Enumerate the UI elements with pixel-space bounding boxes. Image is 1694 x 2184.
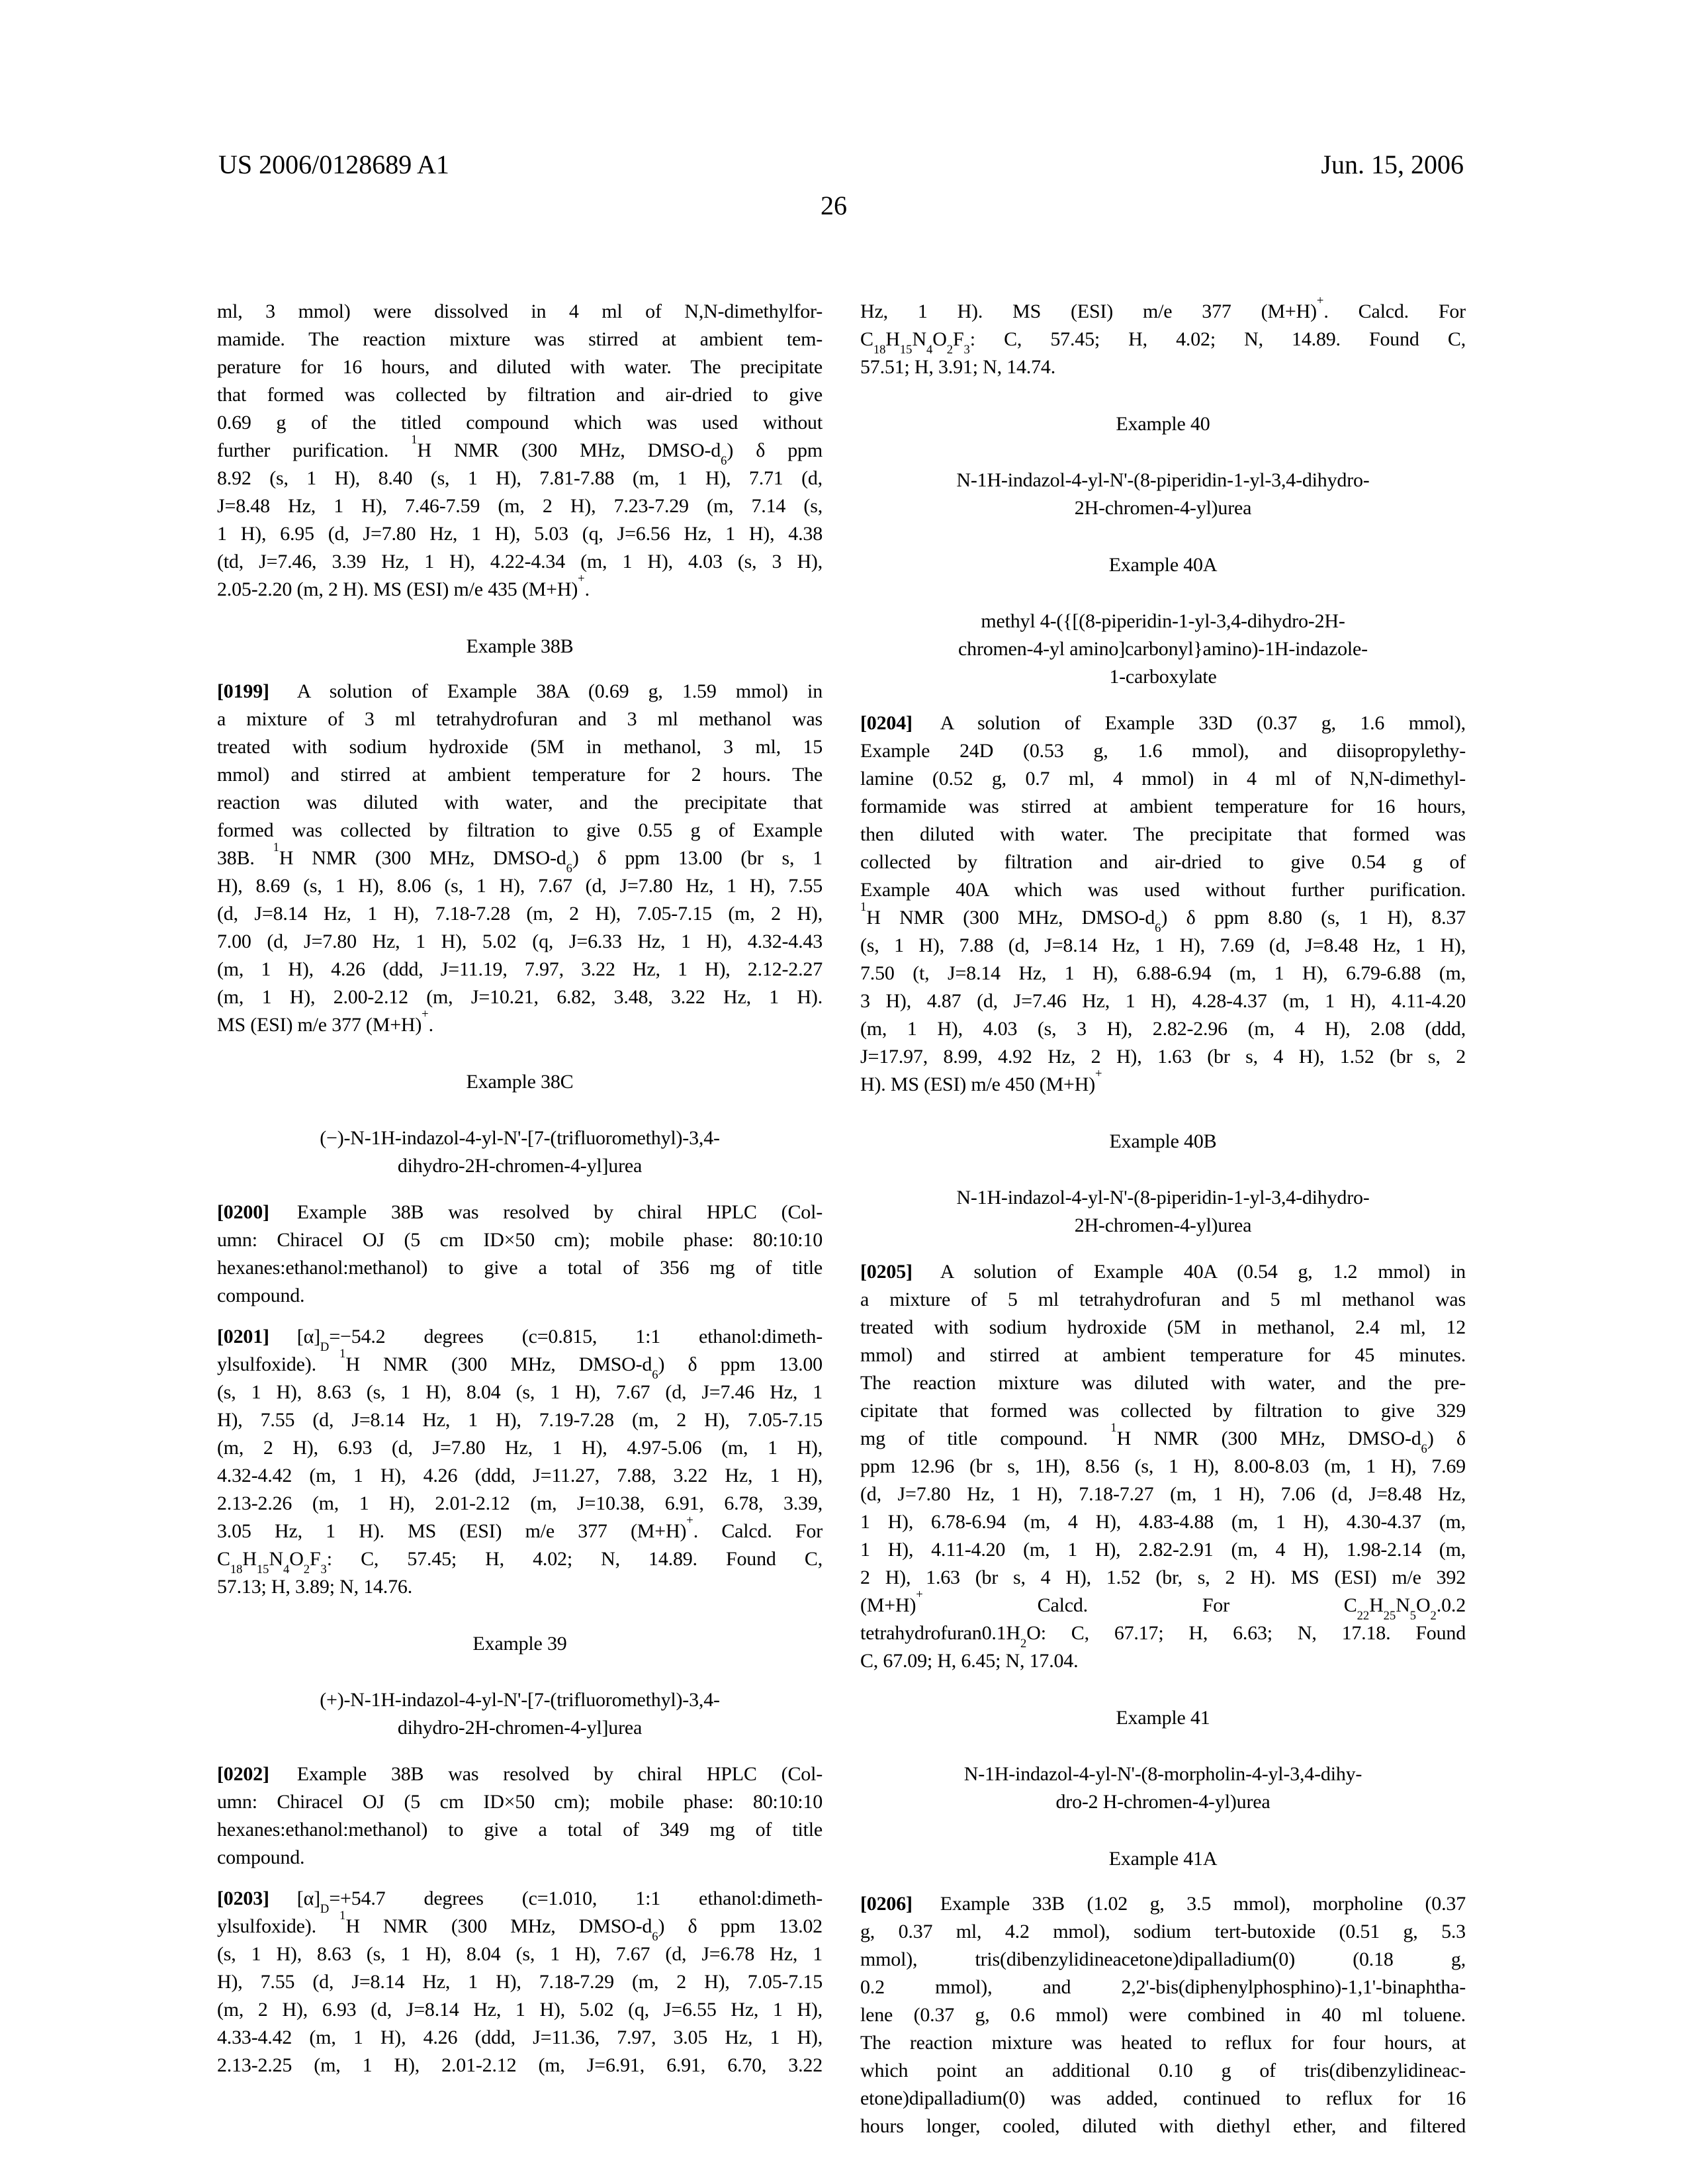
- compound-name-line: chromen-4-yl amino]carbonyl}amino)-1H-indazole-: [958, 638, 1368, 660]
- text-line: which point an additional 0.10 g of tris(dibenzylidineac-: [860, 2060, 1466, 2081]
- text-line: 3 H), 4.87 (d, J=7.46 Hz, 1 H), 4.28-4.37 (m, 1 H), 4.11-4.20: [860, 990, 1466, 1012]
- text-line: (s, 1 H), 8.63 (s, 1 H), 8.04 (s, 1 H), 7.67 (d, J=6.78 Hz, 1: [217, 1943, 823, 1965]
- text-line: Example 40A which was used without further purification.: [860, 879, 1466, 901]
- compound-name: [217, 1686, 823, 1742]
- text-line: a mixture of 3 ml tetrahydrofuran and 3 ml methanol was: [217, 708, 823, 730]
- text-line: ylsulfoxide). $^1$H NMR (300 MHz, DMSO-$d_6$) δ ppm 13.02: [217, 1909, 823, 1944]
- text-line: H), 8.69 (s, 1 H), 8.06 (s, 1 H), 7.67 (d, J=7.80 Hz, 1 H), 7.55: [217, 875, 823, 897]
- text-line: hexanes:ethanol:methanol) to give a total of 356 mg of title: [217, 1257, 823, 1279]
- text-line: reaction was diluted with water, and the precipitate that: [217, 792, 823, 813]
- text-line: 3.05 Hz, 1 H). MS (ESI) m/e 377 (M+H)+. Calcd. For: [217, 1514, 823, 1542]
- text-line: (s, 1 H), 7.88 (d, J=8.14 Hz, 1 H), 7.69 (d, J=8.48 Hz, 1 H),: [860, 934, 1466, 956]
- text-line: mmol) and stirred at ambient temperature for 2 hours. The: [217, 764, 823, 786]
- text-line: [0201] $[\alpha]_D=-54.2$ degrees (c=0.815, 1:1 ethanol:dimeth-: [217, 1326, 823, 1355]
- text-line: 2.05-2.20 (m, 2 H). MS (ESI) m/e 435 (M+H)+.: [217, 572, 590, 600]
- compound-name: [860, 1760, 1466, 1816]
- compound-name-line: N-1H-indazol-4-yl-N'-(8-piperidin-1-yl-3,4-dihydro-: [956, 1187, 1370, 1208]
- text-line: treated with sodium hydroxide (5M in methanol, 3 ml, 15: [217, 736, 823, 758]
- patent-number: US 2006/0128689 A1: [218, 150, 449, 179]
- paragraph: [217, 298, 823, 604]
- text-line: [0200] Example 38B was resolved by chiral HPLC (Col-: [217, 1201, 823, 1223]
- text-line: formamide was stirred at ambient temperature for 16 hours,: [860, 796, 1466, 817]
- paragraph: [860, 1890, 1466, 2140]
- text-line: a mixture of 5 ml tetrahydrofuran and 5 ml methanol was: [860, 1289, 1466, 1310]
- example-heading: Example 40B: [1109, 1130, 1217, 1152]
- text-line: umn: Chiracel OJ (5 cm ID×50 cm); mobile phase: 80:10:10: [217, 1229, 823, 1251]
- text-line: [0202] Example 38B was resolved by chiral HPLC (Col-: [217, 1763, 823, 1785]
- text-line: (m, 2 H), 6.93 (d, J=8.14 Hz, 1 H), 5.02 (q, J=6.55 Hz, 1 H),: [217, 1999, 823, 2021]
- text-line: 7.50 (t, J=8.14 Hz, 1 H), 6.88-6.94 (m, 1 H), 6.79-6.88 (m,: [860, 962, 1466, 984]
- text-line: 1 H), 4.11-4.20 (m, 1 H), 2.82-2.91 (m, 4 H), 1.98-2.14 (m,: [860, 1539, 1466, 1561]
- text-line: J=8.48 Hz, 1 H), 7.46-7.59 (m, 2 H), 7.23-7.29 (m, 7.14 (s,: [217, 495, 823, 517]
- text-line: 4.32-4.42 (m, 1 H), 4.26 (ddd, J=11.27, 7.88, 3.22 Hz, 1 H),: [217, 1465, 823, 1486]
- text-line: (m, 1 H), 4.26 (ddd, J=11.19, 7.97, 3.22 Hz, 1 H), 2.12-2.27: [217, 958, 823, 980]
- text-line: further purification. $^1$H NMR (300 MHz, DMSO-$d_6$) δ ppm: [217, 433, 823, 469]
- text-line: (m, 1 H), 2.00-2.12 (m, J=10.21, 6.82, 3.48, 3.22 Hz, 1 H).: [217, 986, 823, 1008]
- paragraph: [217, 1199, 823, 1310]
- text-line: 1 H), 6.78-6.94 (m, 4 H), 4.83-4.88 (m, 1 H), 4.30-4.37 (m,: [860, 1511, 1466, 1533]
- text-line: (d, J=7.80 Hz, 1 H), 7.18-7.27 (m, 1 H), 7.06 (d, J=8.48 Hz,: [860, 1483, 1466, 1505]
- example-heading: Example 40: [1116, 413, 1210, 435]
- compound-name-line: dihydro-2H-chromen-4-yl]urea: [397, 1717, 643, 1739]
- text-line: treated with sodium hydroxide (5M in methanol, 2.4 ml, 12: [860, 1316, 1466, 1338]
- text-line: cipitate that formed was collected by filtration to give 329: [860, 1400, 1466, 1422]
- text-line: H), 7.55 (d, J=8.14 Hz, 1 H), 7.18-7.29 (m, 2 H), 7.05-7.15: [217, 1971, 823, 1993]
- text-line: collected by filtration and air-dried to give 0.54 g of: [860, 851, 1466, 873]
- example-heading: Example 41: [1116, 1707, 1210, 1729]
- text-line: ml, 3 mmol) were dissolved in 4 ml of N,N-dimethylfor-: [217, 300, 823, 322]
- page-number: 26: [821, 191, 847, 220]
- compound-name: [860, 1184, 1466, 1240]
- text-line: [0204] A solution of Example 33D (0.37 g, 1.6 mmol),: [860, 712, 1466, 734]
- text-line: mmol) and stirred at ambient temperature for 45 minutes.: [860, 1344, 1466, 1366]
- paragraph: [217, 1323, 823, 1601]
- example-heading: Example 38C: [466, 1071, 574, 1093]
- left-column: [217, 298, 823, 2093]
- text-line: Hz, 1 H). MS (ESI) m/e 377 (M+H)+. Calcd. For: [860, 294, 1466, 322]
- text-line: etone)dipalladium(0) was added, continued to reflux for 16: [860, 2087, 1466, 2109]
- example-heading: Example 41A: [1108, 1848, 1218, 1870]
- text-line: $tetrahydrofuran0.1H_2O$: C, 67.17; H, 6.63; N, 17.18. Found: [860, 1622, 1466, 1651]
- text-line: compound.: [217, 1285, 305, 1306]
- text-line: $^1$H NMR (300 MHz, DMSO-$d_6$) δ ppm 8.80 (s, 1 H), 8.37: [860, 900, 1466, 936]
- publication-date: Jun. 15, 2006: [1321, 150, 1464, 179]
- text-line: 7.00 (d, J=7.80 Hz, 1 H), 5.02 (q, J=6.33 Hz, 1 H), 4.32-4.43: [217, 931, 823, 952]
- text-line: that formed was collected by filtration and air-dried to give: [217, 384, 823, 406]
- text-line: compound.: [217, 1846, 305, 1868]
- text-line: [0205] A solution of Example 40A (0.54 g, 1.2 mmol) in: [860, 1261, 1466, 1283]
- text-line: then diluted with water. The precipitate that formed was: [860, 823, 1466, 845]
- text-line: H). MS (ESI) m/e 450 (M+H)+: [860, 1067, 1102, 1095]
- text-line: (d, J=8.14 Hz, 1 H), 7.18-7.28 (m, 2 H), 7.05-7.15 (m, 2 H),: [217, 903, 823, 925]
- text-line: 2.13-2.26 (m, 1 H), 2.01-2.12 (m, J=10.38, 6.91, 6.78, 3.39,: [217, 1492, 823, 1514]
- text-line: (m, 2 H), 6.93 (d, J=7.80 Hz, 1 H), 4.97-5.06 (m, 1 H),: [217, 1437, 823, 1459]
- text-line: $C_{18}H_{15}N_4O_2F_3$: C, 57.45; H, 4.02; N, 14.89. Found C,: [860, 328, 1466, 357]
- text-line: J=17.97, 8.99, 4.92 Hz, 2 H), 1.63 (br s, 4 H), 1.52 (br s, 2: [860, 1046, 1466, 1068]
- paragraph: [860, 709, 1466, 1099]
- text-line: hours longer, cooled, diluted with diethyl ether, and filtered: [860, 2115, 1466, 2137]
- example-heading: Example 40A: [1108, 554, 1218, 576]
- paragraph: [217, 1885, 823, 2079]
- text-line: 57.13; H, 3.89; N, 14.76.: [217, 1576, 413, 1598]
- text-line: 57.51; H, 3.91; N, 14.74.: [860, 356, 1056, 378]
- compound-name-line: 2H-chromen-4-yl)urea: [1074, 1214, 1252, 1236]
- text-line: umn: Chiracel OJ (5 cm ID×50 cm); mobile phase: 80:10:10: [217, 1791, 823, 1813]
- text-line: MS (ESI) m/e 377 (M+H)+.: [217, 1007, 433, 1036]
- compound-name-line: N-1H-indazol-4-yl-N'-(8-morpholin-4-yl-3,4-dihy-: [963, 1763, 1362, 1785]
- right-column: [860, 294, 1466, 2154]
- compound-name-line: dro-2 H-chromen-4-yl)urea: [1055, 1791, 1270, 1813]
- compound-name-line: (+)-N-1H-indazol-4-yl-N'-[7-(trifluoromethyl)-3,4-: [320, 1689, 720, 1711]
- text-line: (s, 1 H), 8.63 (s, 1 H), 8.04 (s, 1 H), 7.67 (d, J=7.46 Hz, 1: [217, 1381, 823, 1403]
- text-line: 0.69 g of the titled compound which was used without: [217, 412, 823, 433]
- compound-name-line: methyl 4-({[(8-piperidin-1-yl-3,4-dihydro-2H-: [981, 610, 1345, 632]
- compound-name-line: dihydro-2H-chromen-4-yl]urea: [397, 1155, 643, 1177]
- text-line: ppm 12.96 (br s, 1H), 8.56 (s, 1 H), 8.00-8.03 (m, 1 H), 7.69: [860, 1455, 1466, 1477]
- text-line: (td, J=7.46, 3.39 Hz, 1 H), 4.22-4.34 (m, 1 H), 4.03 (s, 3 H),: [217, 551, 823, 572]
- compound-name: [860, 467, 1466, 522]
- text-line: $C_{18}H_{15}N_4O_2F_3$: C, 57.45; H, 4.02; N, 14.89. Found C,: [217, 1548, 823, 1577]
- text-line: g, 0.37 ml, 4.2 mmol), sodium tert-butoxide (0.51 g, 5.3: [860, 1921, 1466, 1942]
- compound-name-line: (−)-N-1H-indazol-4-yl-N'-[7-(trifluoromethyl)-3,4-: [320, 1127, 720, 1149]
- paragraph: [860, 294, 1466, 381]
- text-line: 2.13-2.25 (m, 1 H), 2.01-2.12 (m, J=6.91, 6.91, 6.70, 3.22: [217, 2054, 823, 2076]
- text-line: 0.2 mmol), and 2,2'-bis(diphenylphosphino)-1,1'-binaphtha-: [860, 1976, 1466, 1998]
- compound-name-line: 2H-chromen-4-yl)urea: [1074, 497, 1252, 519]
- text-line: [0203] $[\alpha]_D=+54.7$ degrees (c=1.010, 1:1 ethanol:dimeth-: [217, 1888, 823, 1917]
- compound-name: [860, 608, 1466, 691]
- text-line: C, 67.09; H, 6.45; N, 17.04.: [860, 1650, 1079, 1672]
- text-line: mamide. The reaction mixture was stirred at ambient tem-: [217, 328, 823, 350]
- text-line: lene (0.37 g, 0.6 mmol) were combined in 40 ml toluene.: [860, 2004, 1466, 2026]
- example-heading: Example 39: [472, 1633, 567, 1655]
- text-line: The reaction mixture was heated to reflux for four hours, at: [860, 2032, 1466, 2054]
- text-line: formed was collected by filtration to give 0.55 g of Example: [217, 819, 823, 841]
- text-line: 38B. $^1$H NMR (300 MHz, DMSO-$d_6$) δ ppm 13.00 (br s, 1: [217, 841, 823, 876]
- compound-name: [217, 1124, 823, 1180]
- compound-name-line: 1-carboxylate: [1109, 666, 1217, 688]
- text-line: ylsulfoxide). $^1$H NMR (300 MHz, DMSO-$d_6$) δ ppm 13.00: [217, 1347, 823, 1383]
- text-line: (M+H)+ Calcd. For $C_{22}H_{25}N_5O_2.0.2$: [860, 1588, 1466, 1623]
- paragraph: [860, 1258, 1466, 1675]
- text-line: 2 H), 1.63 (br s, 4 H), 1.52 (br, s, 2 H). MS (ESI) m/e 392: [860, 1567, 1466, 1588]
- text-line: The reaction mixture was diluted with water, and the pre-: [860, 1372, 1466, 1394]
- text-line: mg of title compound. $^1$H NMR (300 MHz, DMSO-$d_6$) δ: [860, 1421, 1466, 1457]
- text-line: perature for 16 hours, and diluted with water. The precipitate: [217, 356, 823, 378]
- paragraph: [217, 1760, 823, 1872]
- text-line: hexanes:ethanol:methanol) to give a total of 349 mg of title: [217, 1819, 823, 1841]
- text-line: H), 7.55 (d, J=8.14 Hz, 1 H), 7.19-7.28 (m, 2 H), 7.05-7.15: [217, 1409, 823, 1431]
- text-line: (m, 1 H), 4.03 (s, 3 H), 2.82-2.96 (m, 4 H), 2.08 (ddd,: [860, 1018, 1466, 1040]
- text-line: mmol), tris(dibenzylidineacetone)dipalladium(0) (0.18 g,: [860, 1948, 1466, 1970]
- text-line: [0206] Example 33B (1.02 g, 3.5 mmol), morpholine (0.37: [860, 1893, 1466, 1915]
- text-line: lamine (0.52 g, 0.7 ml, 4 mmol) in 4 ml of N,N-dimethyl-: [860, 768, 1466, 790]
- text-line: [0199] A solution of Example 38A (0.69 g, 1.59 mmol) in: [217, 680, 823, 702]
- compound-name-line: N-1H-indazol-4-yl-N'-(8-piperidin-1-yl-3,4-dihydro-: [956, 469, 1370, 491]
- text-line: 1 H), 6.95 (d, J=7.80 Hz, 1 H), 5.03 (q, J=6.56 Hz, 1 H), 4.38: [217, 523, 823, 545]
- text-line: 4.33-4.42 (m, 1 H), 4.26 (ddd, J=11.36, 7.97, 3.05 Hz, 1 H),: [217, 2026, 823, 2048]
- paragraph: [217, 678, 823, 1039]
- text-line: Example 24D (0.53 g, 1.6 mmol), and diisopropylethy-: [860, 740, 1466, 762]
- example-heading: Example 38B: [466, 635, 574, 657]
- text-line: 8.92 (s, 1 H), 8.40 (s, 1 H), 7.81-7.88 (m, 1 H), 7.71 (d,: [217, 467, 823, 489]
